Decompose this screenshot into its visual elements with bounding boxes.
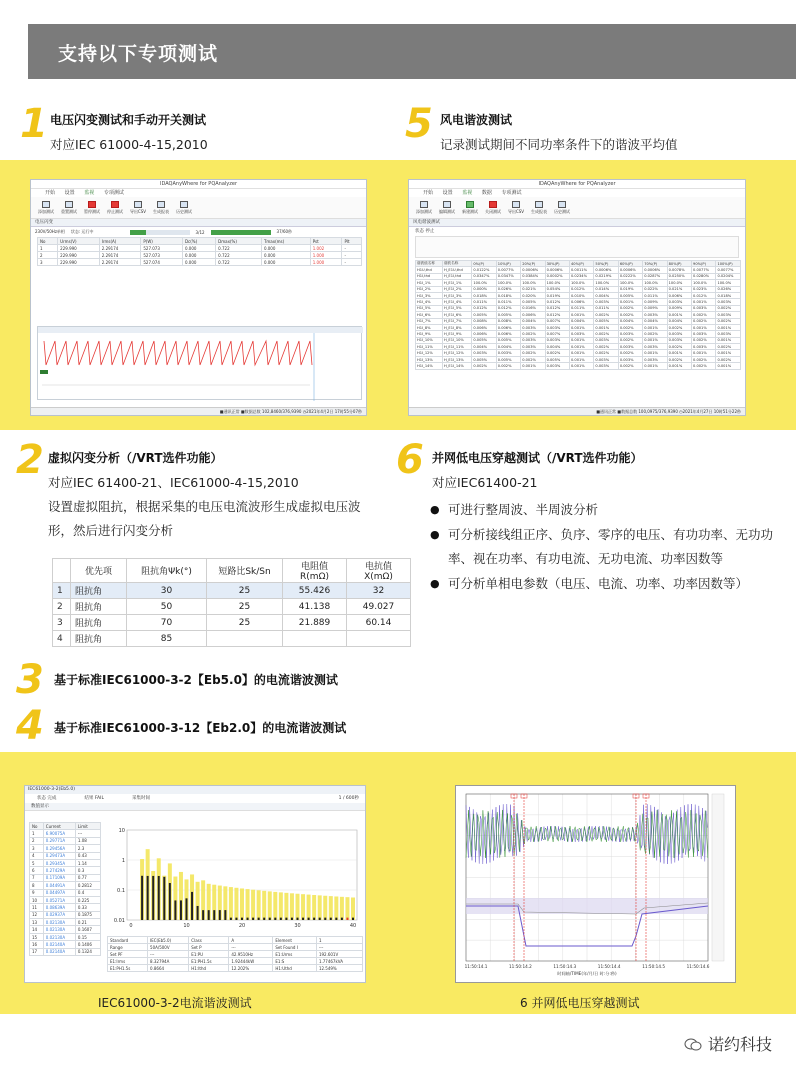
current-bar xyxy=(197,906,199,920)
x-tick-label: 11:50:14.6 xyxy=(686,964,710,969)
progress-bar xyxy=(130,230,190,235)
status-text: 状态 完成 xyxy=(37,796,57,801)
brand-name: 诺约科技 xyxy=(707,1035,772,1054)
menu-item[interactable]: 专项测试 xyxy=(103,190,124,196)
table-row[interactable]: H1I_2% H_E1I_2% 0.000% 0.026% 0.021% 0.054% 0.012% 0.014% 0.019% 0.022% 0.021% 0.023% 0.026% xyxy=(416,286,741,292)
limit-bar xyxy=(323,896,327,920)
table-row[interactable]: H1I_11% H_E1I_11% 0.004% 0.004% 0.003% 0.004% 0.001% 0.002% 0.003% 0.003% 0.002% 0.003% 0.002% xyxy=(416,344,741,350)
progress-text: 3/12 xyxy=(195,229,205,235)
window-title: IDAQAnyWhere for PQAnalyzer xyxy=(409,180,745,189)
menu-item[interactable]: 监视 xyxy=(84,190,95,196)
current-bar xyxy=(330,918,332,920)
y-tick-label: 1 xyxy=(121,858,125,864)
current-bar xyxy=(241,918,243,920)
progress-bar xyxy=(211,230,271,235)
section-6-number: 6 xyxy=(396,437,424,483)
limit-bar xyxy=(312,895,316,920)
section-6-title: 并网低电压穿越测试（/VRT选件功能） xyxy=(432,451,643,465)
lvrt-screenshot xyxy=(455,785,736,983)
table-row[interactable]: H1I_8% H_E1I_8% 0.006% 0.006% 0.003% 0.003% 0.001% 0.001% 0.002% 0.001% 0.002% 0.001% 0.001% xyxy=(416,324,741,330)
section-3-number: 3 xyxy=(16,657,44,703)
tab-wind-harmonic[interactable]: 风电谐波测试 xyxy=(409,219,745,227)
table-row[interactable]: 6 0.27429A 0.3 xyxy=(30,867,101,874)
current-bar xyxy=(263,918,265,920)
limit-bar xyxy=(251,890,255,920)
table-row[interactable]: H1U,thd H_E1U,thd 0.0122% 0.0077% 0.0006% 0.0006% 0.0011% 0.0006% 0.0006% 0.0006% 0.0078% 0.0077% 0.0077% xyxy=(416,267,741,273)
harmonic-info-table xyxy=(107,936,363,972)
current-bar xyxy=(341,918,343,920)
history-button[interactable]: 历史测试 xyxy=(553,199,571,217)
table-row: Set PF --- E1:PU 42.9510Hz E1:Urms 192.601V xyxy=(108,951,363,958)
table-row[interactable]: 5 0.29345A 1.14 xyxy=(30,859,101,866)
y-tick-label: 0.1 xyxy=(117,888,125,894)
limit-bar xyxy=(284,893,288,920)
scale-bar xyxy=(712,794,724,961)
menu-item[interactable]: 开始 xyxy=(423,190,434,196)
limit-bar xyxy=(318,895,322,920)
section-1-number: 1 xyxy=(20,101,48,147)
limit-bar xyxy=(340,897,344,920)
table-row[interactable]: H1I_4% H_E1I_4% 0.011% 0.011% 0.005% 0.012% 0.006% 0.003% 0.001% 0.009% 0.003% 0.001% 0.003% xyxy=(416,299,741,305)
x-axis-label: 时间轴/TIME(年/月/日 时:分:秒) xyxy=(557,971,617,976)
result-text: 结果 FAIL xyxy=(84,796,104,801)
current-bar xyxy=(302,918,304,920)
table-row[interactable]: H1I_7% H_E1I_7% 0.008% 0.008% 0.004% 0.007% 0.004% 0.005% 0.004% 0.004% 0.004% 0.002% 0.002% xyxy=(416,318,741,324)
table-row[interactable]: 15 0.02130A 0.15 xyxy=(30,933,101,940)
current-bar xyxy=(219,910,221,920)
table-row[interactable]: H1I_13% H_E1I_13% 0.005% 0.005% 0.002% 0.005% 0.001% 0.003% 0.003% 0.003% 0.002% 0.002% 0.002% xyxy=(416,356,741,362)
progress-text: 37/60秒 xyxy=(276,229,293,234)
table-row[interactable]: H1I,thd H_E1I,thd 0.0347% 0.0347% 0.0384% 0.0002% 0.0234% 0.0219% 0.0222% 0.0287% 0.0250% 0.0280% 0.0204% xyxy=(416,273,741,279)
export-csv-button[interactable]: 导出CSV xyxy=(507,199,525,217)
limit-bar xyxy=(234,888,238,920)
current-bar xyxy=(158,876,160,920)
wechat-icon xyxy=(684,1037,702,1051)
x-tick-label: 0 xyxy=(129,923,133,929)
current-bar xyxy=(247,918,249,920)
current-bar xyxy=(180,900,182,920)
current-bar xyxy=(147,876,149,920)
table-row[interactable]: H1I_3% H_E1I_3% 0.018% 0.018% 0.020% 0.019% 0.010% 0.004% 0.005% 0.011% 0.006% 0.012% 0.018% xyxy=(416,292,741,298)
table-row[interactable]: 4 0.29473A 0.43 xyxy=(30,852,101,859)
caption-harmonic: IEC61000-3-2电流谐波测试 xyxy=(98,996,252,1010)
section-1-desc: 对应IEC 61000-4-15,2010 xyxy=(50,137,208,152)
list-item: ● 可分析单相电参数（电压、电流、功率、功率因数等） xyxy=(430,572,790,597)
current-bar xyxy=(252,918,254,920)
wind-harmonic-table: 谐波值名称 谐波名称 0%(P) 10%(P) 20%(P) 30%(P) 40%(P) 50%(P) 60%(P) 70%(P) 80%(P) 90%(P) 100%(P) H1U,thd H_E1U,thd 0.0122% 0.0077% 0.0006% 0.0006% 0.0011% 0.0006% 0.0006% 0.0006% 0.0078% 0.0077% 0.0077% H1I,thd H_E1I,thd 0.0347% 0.0347% 0.0384% 0.0002% 0.0234% 0.0219% 0.0222% 0.0287% 0.0250% 0.0280% 0.0204% H1I_1% H_E1I_1% 100.0% 100.0% 100.0% 100.0% 100.0% 100.0% 100.0% 100.0% 100.0% 100.0% 100.0% H1I_2% H_E1I_2% 0.000% 0.026% 0.021% 0.054% 0.012% 0.014% 0.019% 0.022% 0.021% 0.023% 0.026% H1I_3% H_E1I_3% 0.018% 0.018% 0.020% 0.019% 0.010% 0.004% 0.005% 0.011% 0.006% 0.012% 0.018% H1I_4% H_E1I_4% 0.011% 0.011% 0.005% 0.012% 0.006% 0.003% 0.001% 0.009% 0.003% 0.001% 0.003% H1I_5% H_E1I_5% 0.012% 0.012% 0.016% 0.012% 0.011% 0.011% 0.002% 0.009% 0.009% 0.003% 0.002% H1I_6% H_E1I_6% 0.005% 0.005% 0.006% 0.012% 0.001% 0.002% 0.002% 0.003% 0.001% 0.002% 0.003% H1I_7% H_E1I_7% 0.008% 0.008% 0.004% 0.007% 0.004% 0.005% 0.004% 0.004% 0.004% 0.002% 0.002% H1I_8% H_E1I_8% 0.006% 0.006% 0.003% 0.003% 0.001% 0.001% 0.002% 0.001% 0.002% 0.001% 0.001% H1I_9% H_E1I_9% 0.006% 0.006% 0.002% 0.007% 0.003% 0.002% 0.003% 0.002% 0.003% 0.003% 0.003% H1I_10% H_E1I_10% 0.005% 0.005% 0.003% 0.003% 0.001% 0.003% 0.002% 0.001% 0.003% 0.002% 0.001% H1I_11% H_E1I_11% 0.004% 0.004% 0.003% 0.004% 0.001% 0.002% 0.003% 0.003% 0.002% 0.003% 0.002% H1I_12% H_E1I_12% 0.003% 0.003% 0.002% 0.002% 0.001% 0.002% 0.002% 0.001% 0.001% 0.001% 0.001% H1I_13% H_E1I_13% 0.005% 0.005% 0.002% 0.005% 0.001% 0.003% 0.003% 0.003% 0.002% 0.002% 0.002% H1I_14% H_E1I_14% 0.002% 0.002% 0.001% 0.003% 0.001% 0.003% 0.002% 0.001% 0.001% 0.002% 0.001% xyxy=(415,260,741,370)
section-3-title: 基于标准IEC61000-3-2【Eb5.0】的电流谐波测试 xyxy=(54,673,338,687)
add-test-button[interactable]: 添加测试 xyxy=(415,199,433,217)
window-title: IEC61000-3-2(Eb5.0) xyxy=(25,786,365,794)
current-bar xyxy=(169,883,171,920)
menu-item[interactable]: 设置 xyxy=(64,190,75,196)
menu-item[interactable]: 数据 xyxy=(481,190,492,196)
status-bar: ■通讯正常 ■数据总数 100,0975/376,9390 ◷2021年4月27日 10时51分22秒 xyxy=(409,407,745,415)
current-bar xyxy=(313,918,315,920)
menu-item[interactable]: 设置 xyxy=(442,190,453,196)
current-bar xyxy=(280,918,282,920)
limit-bar xyxy=(257,890,261,920)
table-row[interactable]: 3 0.29456A 2.3 xyxy=(30,845,101,852)
section-6-desc: 对应IEC61400-21 xyxy=(432,475,538,490)
limit-bar xyxy=(262,891,266,920)
count-text: 1 / 600秒 xyxy=(338,796,359,801)
limit-bar xyxy=(268,891,272,920)
current-bar xyxy=(224,910,226,920)
current-bar xyxy=(213,910,215,920)
table-row[interactable]: 16 0.02140A 0.1406 xyxy=(30,941,101,948)
current-bar xyxy=(335,918,337,920)
lvrt-background xyxy=(456,786,736,983)
current-bar xyxy=(235,918,237,920)
table-row[interactable]: 14 0.02130A 0.1607 xyxy=(30,926,101,933)
current-bar xyxy=(319,918,321,920)
harmonic-list: No Current Limit 1 6.90075A --- 2 0.29771A 1.08 3 0.29456A 2.3 4 0.29473A 0.43 5 0.29345A 1.14 6 0.27429A 0.3 7 0.17109A 0.77 8 0.04491A 0.2812 9 0.04497A 0.4 10 0.05271A 0.225 11 0.08639A 0.33 12 0.02937A 0.1875 13 0.02130A 0.21 14 0.02130A 0.1607 15 0.02130A 0.15 16 0.02140A 0.1406 17 0.02140A 0.1324 xyxy=(29,822,101,956)
limit-bar xyxy=(307,895,311,920)
lvrt-feature-list xyxy=(430,498,790,596)
table-row[interactable]: H1I_12% H_E1I_12% 0.003% 0.003% 0.002% 0.002% 0.001% 0.002% 0.002% 0.001% 0.001% 0.001% 0.001% xyxy=(416,350,741,356)
wind-harmonic-screenshot xyxy=(408,179,746,416)
table-row: E1:PH1.5s 0.8664 H1:Ithd 12.202% H1:Uthd 12.549% xyxy=(108,965,363,972)
tab-flicker[interactable]: 电压闪变 xyxy=(31,219,366,227)
limit-bar xyxy=(246,889,250,920)
current-bar xyxy=(174,900,176,920)
x-tick-label: 11:50:14.5 xyxy=(642,964,666,969)
reset-test-button[interactable]: 重置测试 xyxy=(60,199,78,217)
limit-bar xyxy=(345,897,349,920)
list-item: ● 可分析接线组正序、负序、零序的电压、有功功率、无功功率、视在功率、有功电流、无功电流、功率因数等 xyxy=(430,523,790,572)
window-title: IDAQAnyWhere for PQAnalyzer xyxy=(31,180,366,189)
table-row[interactable]: H1I_6% H_E1I_6% 0.005% 0.005% 0.006% 0.012% 0.001% 0.002% 0.002% 0.003% 0.001% 0.002% 0.003% xyxy=(416,312,741,318)
table-row[interactable]: 13 0.02130A 0.21 xyxy=(30,919,101,926)
limit-bar xyxy=(351,897,355,920)
table-row[interactable]: H1I_5% H_E1I_5% 0.012% 0.012% 0.016% 0.012% 0.011% 0.011% 0.002% 0.009% 0.009% 0.003% 0.002% xyxy=(416,305,741,311)
table-row[interactable]: 3 阻抗角 70 25 21.889 60.14 xyxy=(53,615,411,631)
filter-panel xyxy=(415,236,739,258)
section-4-number: 4 xyxy=(16,703,44,749)
current-bar xyxy=(141,876,143,920)
x-tick-label: 11:50:14.4 xyxy=(597,964,621,969)
current-bar xyxy=(297,918,299,920)
table-row[interactable]: 9 0.04497A 0.4 xyxy=(30,889,101,896)
close-test-button[interactable]: 关闭测试 xyxy=(484,199,502,217)
section-5-number: 5 xyxy=(405,101,433,147)
current-bar xyxy=(208,910,210,920)
table-row[interactable]: 1 229.990 2.29174 527.073 0.000 0.722 0.000 1.002 - xyxy=(38,245,362,252)
table-row[interactable]: 4 阻抗角 85 xyxy=(53,631,411,647)
current-bar xyxy=(346,918,348,920)
flicker-table: No Urms(V) Irms(A) P(W) Dc(%) Dmax(%) Tmax(ms) Pst Plt 1 229.990 2.29174 527.073 0.000 0.722 0.000 1.002 - 2 229.990 2.29174 527.073 0.000 0.722 0.000 1.000 - 3 229.990 2.29174 527.074 0.000 0.722 0.000 1.000 - xyxy=(37,237,362,266)
x-tick-label: 11:50:14.3 xyxy=(553,964,577,969)
section-5-desc: 记录测试期间不同功率条件下的谐波平均值 xyxy=(440,137,678,152)
status-text: 状态: 运行中 xyxy=(70,229,94,234)
table-row[interactable]: 2 阻抗角 50 25 41.138 49.027 xyxy=(53,599,411,615)
header-bar xyxy=(28,24,796,79)
current-bar xyxy=(191,892,193,920)
current-bar xyxy=(291,918,293,920)
current-bar xyxy=(269,918,271,920)
table-row[interactable]: 11 0.08639A 0.33 xyxy=(30,904,101,911)
table-row[interactable]: H1I_9% H_E1I_9% 0.006% 0.006% 0.002% 0.007% 0.003% 0.002% 0.003% 0.002% 0.003% 0.003% 0.003% xyxy=(416,331,741,337)
add-test-button[interactable]: 添加测试 xyxy=(37,199,55,217)
current-bar xyxy=(152,876,154,920)
section-2-title: 虚拟闪变分析（/VRT选件功能） xyxy=(48,451,223,465)
section-2-number: 2 xyxy=(16,437,44,483)
report-button[interactable]: 生成报表 xyxy=(530,199,548,217)
table-row: Standard IEC(Eb5.0) Class A Element 1 xyxy=(108,937,363,944)
current-bar xyxy=(186,898,188,920)
flicker-screenshot xyxy=(30,179,367,416)
status-text: 230V/50Hz单相 xyxy=(35,229,65,234)
table-row: E1:Irms 8.32794A E1:PH1.5s 1.92444kW E1:S 1.77467kVA xyxy=(108,958,363,965)
limit-bar xyxy=(279,892,283,920)
harmonic-screenshot xyxy=(24,785,366,983)
ribbon-toolbar xyxy=(31,197,366,219)
menu-bar xyxy=(409,189,745,197)
table-row[interactable]: H1I_1% H_E1I_1% 100.0% 100.0% 100.0% 100.0% 100.0% 100.0% 100.0% 100.0% 100.0% 100.0% 100.0% xyxy=(416,280,741,286)
section-4-title: 基于标准IEC61000-3-12【Eb2.0】的电流谐波测试 xyxy=(54,721,347,735)
x-tick-label: 20 xyxy=(238,923,246,929)
table-row[interactable]: H1I_14% H_E1I_14% 0.002% 0.002% 0.001% 0.003% 0.001% 0.003% 0.002% 0.001% 0.001% 0.002% 0.001% xyxy=(416,363,741,369)
section-2-line3: 形，然后进行闪变分析 xyxy=(48,523,174,538)
current-bar xyxy=(163,877,165,920)
y-tick-label: 10 xyxy=(118,828,125,834)
section-5-title: 风电谐波测试 xyxy=(440,113,513,127)
current-bar xyxy=(230,918,232,920)
pause-test-button[interactable]: 暂停测试 xyxy=(83,199,101,217)
table-row[interactable]: 17 0.02140A 0.1324 xyxy=(30,948,101,955)
menu-item[interactable]: 开始 xyxy=(45,190,56,196)
new-test-button[interactable]: 新建测试 xyxy=(461,199,479,217)
limit-bar xyxy=(229,887,233,920)
impedance-table: 优先项 阻抗角Ψk(°) 短路比Sk/Sn 电阻值R(mΩ) 电抗值X(mΩ) 1 阻抗角 30 25 55.426 32 2 阻抗角 50 25 41.138 49.027 3 阻抗角 70 25 21.889 60.14 4 阻抗角 85 xyxy=(52,558,411,647)
limit-bar xyxy=(329,896,333,920)
page-title: 支持以下专项测试 xyxy=(58,43,219,65)
stop-test-button[interactable]: 停止测试 xyxy=(106,199,124,217)
status-text: 状态 停止 xyxy=(415,229,435,234)
section-2-line1: 对应IEC 61400-21、IEC61000-4-15,2010 xyxy=(48,475,299,490)
brand-logo xyxy=(684,1032,772,1055)
x-tick-label: 11:50:14.2 xyxy=(508,964,532,969)
tab-values[interactable]: 数值显示 xyxy=(25,803,365,811)
table-row[interactable]: H1I_10% H_E1I_10% 0.005% 0.005% 0.003% 0.003% 0.001% 0.003% 0.002% 0.001% 0.003% 0.002% 0.001% xyxy=(416,337,741,343)
current-bar xyxy=(352,918,354,920)
history-button[interactable]: 历史测试 xyxy=(175,199,193,217)
current-bar xyxy=(258,918,260,920)
export-csv-button[interactable]: 导出CSV xyxy=(129,199,147,217)
limit-bar xyxy=(240,888,244,920)
harmonic-list-panel xyxy=(29,822,101,982)
edit-test-button[interactable]: 编辑测试 xyxy=(438,199,456,217)
x-tick-label: 30 xyxy=(294,923,301,929)
table-row[interactable]: 10 0.05271A 0.225 xyxy=(30,896,101,903)
menu-item[interactable]: 监视 xyxy=(462,190,473,196)
ribbon-toolbar xyxy=(409,197,745,219)
status-row xyxy=(31,227,366,237)
menu-bar xyxy=(31,189,366,197)
flicker-waveform xyxy=(37,326,362,400)
table-row[interactable]: 7 0.17109A 0.77 xyxy=(30,874,101,881)
limit-bar xyxy=(273,892,277,920)
table-row[interactable]: 2 0.29771A 1.08 xyxy=(30,837,101,844)
report-button[interactable]: 生成报表 xyxy=(152,199,170,217)
table-row[interactable]: 3 229.990 2.29174 527.074 0.000 0.722 0.000 1.000 - xyxy=(38,259,362,266)
limit-bar xyxy=(296,894,300,920)
x-tick-label: 40 xyxy=(349,923,357,929)
harmonic-status-row xyxy=(25,794,365,803)
x-tick-label: 10 xyxy=(183,923,190,929)
section-2-line2: 设置虚拟阻抗，根据采集的电压电流波形生成虚拟电压波 xyxy=(48,499,361,514)
limit-bar xyxy=(301,894,305,920)
current-bar xyxy=(308,918,310,920)
current-bar xyxy=(274,918,276,920)
caption-lvrt: 6 并网低电压穿越测试 xyxy=(520,996,640,1010)
harmonic-chart xyxy=(107,822,363,930)
current-bar xyxy=(202,910,204,920)
table-row[interactable]: 2 229.990 2.29174 527.073 0.000 0.722 0.000 1.000 - xyxy=(38,252,362,259)
table-row[interactable]: 8 0.04491A 0.2812 xyxy=(30,882,101,889)
table-row[interactable]: 1 阻抗角 30 25 55.426 32 xyxy=(53,583,411,599)
current-bar xyxy=(285,918,287,920)
time-label: 采集时间 xyxy=(131,796,150,801)
y-tick-label: 0.01 xyxy=(113,918,125,924)
table-row: Range 50A/500V Set P --- Set Found I --- xyxy=(108,944,363,951)
x-tick-label: 11:50:14.1 xyxy=(464,964,488,969)
table-row[interactable]: 1 6.90075A --- xyxy=(30,830,101,837)
section-1-title: 电压闪变测试和手动开关测试 xyxy=(50,113,207,127)
limit-bar xyxy=(334,896,338,920)
menu-item[interactable]: 专项测试 xyxy=(501,190,522,196)
status-bar: ■通讯正常 ■数据总数 102,8460/376,9390 ◷2021年4月2日 17时55分07秒 xyxy=(31,407,366,415)
limit-bar xyxy=(290,893,294,920)
current-bar xyxy=(324,918,326,920)
list-item: ● 可进行整周波、半周波分析 xyxy=(430,498,790,523)
table-row[interactable]: 12 0.02937A 0.1875 xyxy=(30,911,101,918)
